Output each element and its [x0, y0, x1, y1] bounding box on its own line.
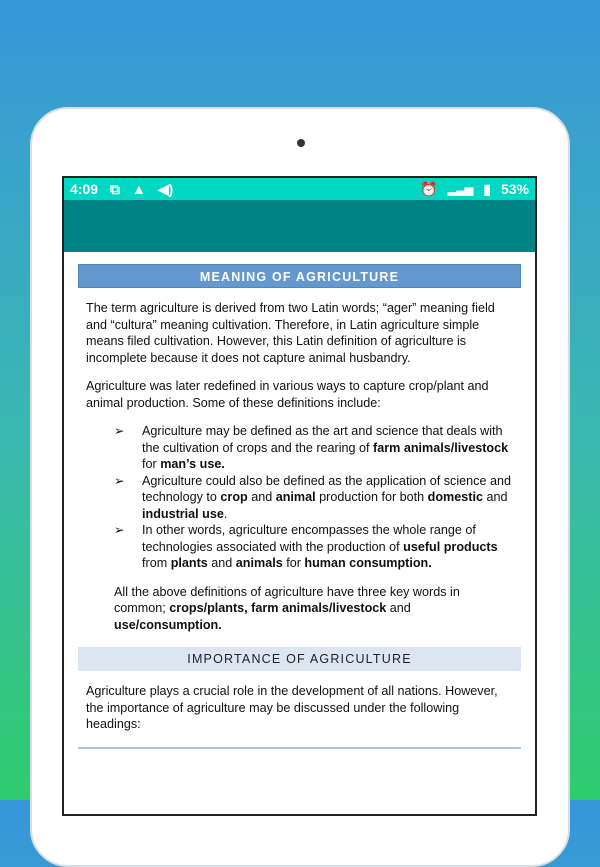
alarm-icon: ⏰ — [420, 180, 438, 197]
bold-text: industrial use — [142, 506, 224, 521]
section-heading: IMPORTANCE OF AGRICULTURE — [78, 647, 521, 671]
arrow-bullet-icon: ➢ — [114, 523, 125, 537]
battery-icon: ▮ — [483, 180, 491, 197]
volume-icon: ◀) — [157, 180, 174, 197]
bold-text: useful products — [403, 539, 498, 554]
arrow-bullet-icon: ➢ — [114, 424, 125, 438]
definition-list — [114, 423, 521, 572]
list-item-text — [142, 473, 513, 523]
text: . — [223, 506, 228, 521]
bold-text: crops/plants, farm animals/livestock — [169, 601, 387, 615]
bold-text: farm animals/livestock — [373, 440, 509, 455]
arrow-bullet-icon: ➢ — [114, 473, 125, 488]
screenshot-icon: ⧉ — [110, 180, 121, 197]
screen — [62, 176, 537, 816]
document-content[interactable] — [64, 252, 535, 751]
bold-text: animals — [235, 556, 283, 570]
text: and — [482, 490, 508, 504]
bold-text: use/consumption. — [114, 617, 222, 632]
text: Agriculture could also be defined as the application of science and technology to — [142, 473, 511, 504]
list-item-text — [142, 423, 513, 473]
status-bar — [64, 178, 535, 200]
bold-text: animal — [275, 490, 316, 504]
paragraph: Agriculture plays a crucial role in the development of all nations. However, the importance of agriculture may be discussed under the following headings: — [86, 684, 498, 731]
paragraph: Agriculture was later redefined in various ways to capture crop/plant and animal production. Some of these definitions include: — [86, 379, 489, 410]
bold-text: man’s use. — [160, 457, 225, 471]
bold-text: crop — [220, 490, 248, 504]
list-item — [114, 423, 513, 473]
signal-icon: ▂▃▅ — [447, 183, 474, 196]
next-heading — [78, 747, 521, 751]
camera — [297, 139, 305, 147]
text: and — [386, 601, 411, 615]
text: and — [247, 490, 276, 504]
text: production for both — [315, 490, 428, 504]
bold-text: plants — [170, 556, 208, 570]
list-item-text — [142, 522, 513, 572]
bold-text: human consumption. — [304, 556, 432, 570]
paragraph — [78, 584, 521, 634]
clock: 4:09 — [70, 181, 99, 197]
paragraph: The term agriculture is derived from two Latin words; “ager” meaning field and “cultura” meaning cultivation. Therefore, in Latin agriculture simple means filed cultivation. However, this Latin definition of agriculture is incomplete because it does not capture animal husbandry. — [86, 301, 495, 365]
bold-text: domestic — [427, 490, 483, 504]
warning-icon: ▲ — [132, 181, 146, 197]
list-item — [114, 473, 513, 523]
text: for — [282, 556, 305, 570]
text: for — [142, 457, 161, 471]
text: from — [142, 556, 171, 570]
text: Agriculture may be defined as the art and science that deals with the cultivation of crops and the rearing of — [142, 424, 503, 455]
battery-level: 53% — [500, 181, 529, 197]
list-item — [114, 522, 513, 572]
text: and — [207, 556, 236, 570]
section-heading: MEANING OF AGRICULTURE — [78, 264, 521, 288]
app-bar — [64, 200, 535, 252]
text: All the above definitions of agriculture have three key words in common; — [114, 584, 460, 615]
text: In other words, agriculture encompasses the whole range of technologies associated with the production of — [142, 523, 476, 554]
